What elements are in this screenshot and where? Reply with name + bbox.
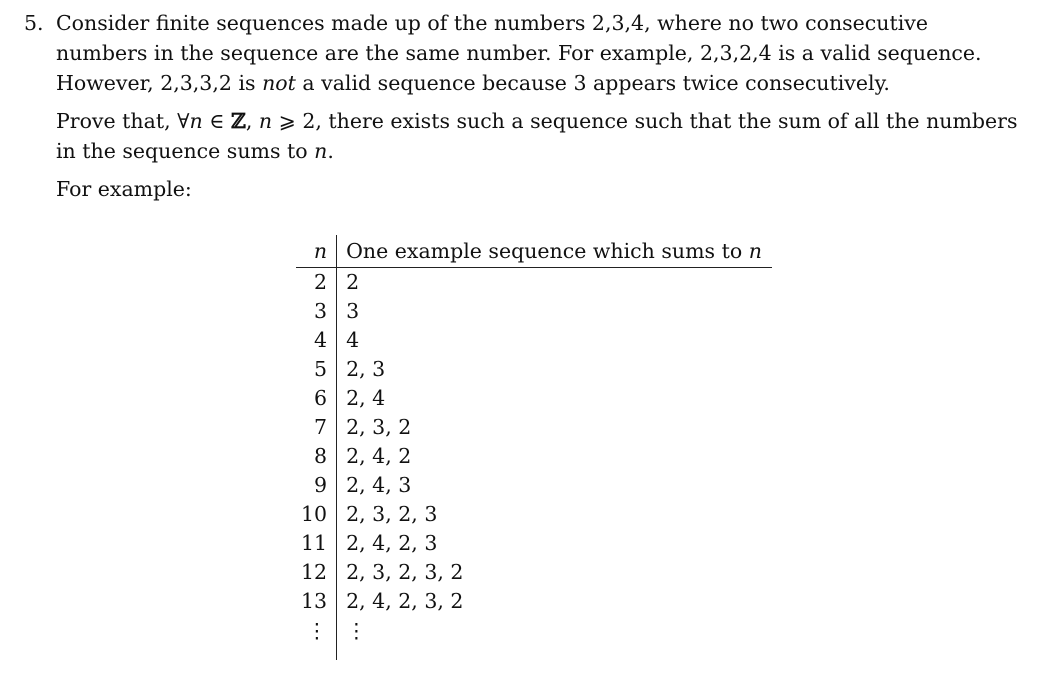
table-row xyxy=(296,413,772,442)
cell-n: 11 xyxy=(296,529,337,558)
prove-body: ⩾ 2, there exists such a sequence such that the sum of all the numbers in the sequence sums to xyxy=(56,109,1018,163)
cell-sequence: 3 xyxy=(346,299,360,323)
var-n: n xyxy=(258,109,273,133)
continuation-n-dots: ⋮ xyxy=(296,616,337,660)
statement-text: Consider finite sequences made up of the numbers 2,3,4, where no two consecutive numbers in the sequence are the same number. For example, 2,3,2,4 is a valid sequence. However, 2,3,3,2 xyxy=(56,11,982,95)
table-row xyxy=(296,384,772,413)
table-row xyxy=(296,326,772,355)
problem-statement xyxy=(56,8,1024,98)
table-continuation-row xyxy=(296,616,772,660)
table-row xyxy=(296,471,772,500)
var-n: n xyxy=(189,109,203,133)
cell-sequence: 2, 4, 2 xyxy=(346,444,412,468)
element-of-symbol: ∈ xyxy=(202,109,231,133)
cell-n: 6 xyxy=(296,384,337,413)
period: . xyxy=(327,139,334,163)
cell-n: 2 xyxy=(296,268,337,298)
table-row xyxy=(296,587,772,616)
header-sequence: One example sequence which sums to n xyxy=(346,239,762,263)
cell-sequence: 2, 3, 2, 3 xyxy=(346,502,438,526)
table-row xyxy=(296,268,772,298)
cell-sequence: 2, 3, 2 xyxy=(346,415,412,439)
cell-sequence: 2, 4 xyxy=(346,386,386,410)
var-n: n xyxy=(314,139,328,163)
table-row xyxy=(296,529,772,558)
continuation-seq-dots: ⋮ xyxy=(346,619,367,643)
cell-n: 9 xyxy=(296,471,337,500)
header-n: n xyxy=(296,235,337,268)
prove-statement xyxy=(56,106,1024,166)
cell-sequence: 2, 3, 2, 3, 2 xyxy=(346,560,464,584)
table-row xyxy=(296,500,772,529)
cell-sequence: 2, 4, 2, 3 xyxy=(346,531,438,555)
table-row xyxy=(296,442,772,471)
statement-rest: a valid sequence because 3 appears twice consecutively. xyxy=(302,71,890,95)
table-row xyxy=(296,355,772,384)
table-row xyxy=(296,558,772,587)
table-row xyxy=(296,297,772,326)
comma: , xyxy=(245,109,259,133)
example-table xyxy=(296,235,772,660)
cell-sequence: 2, 4, 2, 3, 2 xyxy=(346,589,464,613)
cell-sequence: 2, 4, 3 xyxy=(346,473,412,497)
cell-sequence: 2 xyxy=(346,270,360,294)
cell-n: 8 xyxy=(296,442,337,471)
cell-n: 5 xyxy=(296,355,337,384)
cell-n: 7 xyxy=(296,413,337,442)
cell-n: 4 xyxy=(296,326,337,355)
problem-number: 5. xyxy=(24,11,44,35)
cell-sequence: 4 xyxy=(346,328,360,352)
cell-n: 3 xyxy=(296,297,337,326)
cell-n: 10 xyxy=(296,500,337,529)
statement-is: is xyxy=(238,71,256,95)
cell-n: 13 xyxy=(296,587,337,616)
statement-not-emphasis: not xyxy=(262,71,296,95)
example-intro: For example: xyxy=(56,177,192,201)
problem-block xyxy=(24,8,1024,204)
table-header-row xyxy=(296,235,772,268)
cell-sequence: 2, 3 xyxy=(346,357,386,381)
cell-n: 12 xyxy=(296,558,337,587)
integers-symbol: ℤ xyxy=(230,109,246,133)
prove-prefix: Prove that, ∀ xyxy=(56,109,190,133)
